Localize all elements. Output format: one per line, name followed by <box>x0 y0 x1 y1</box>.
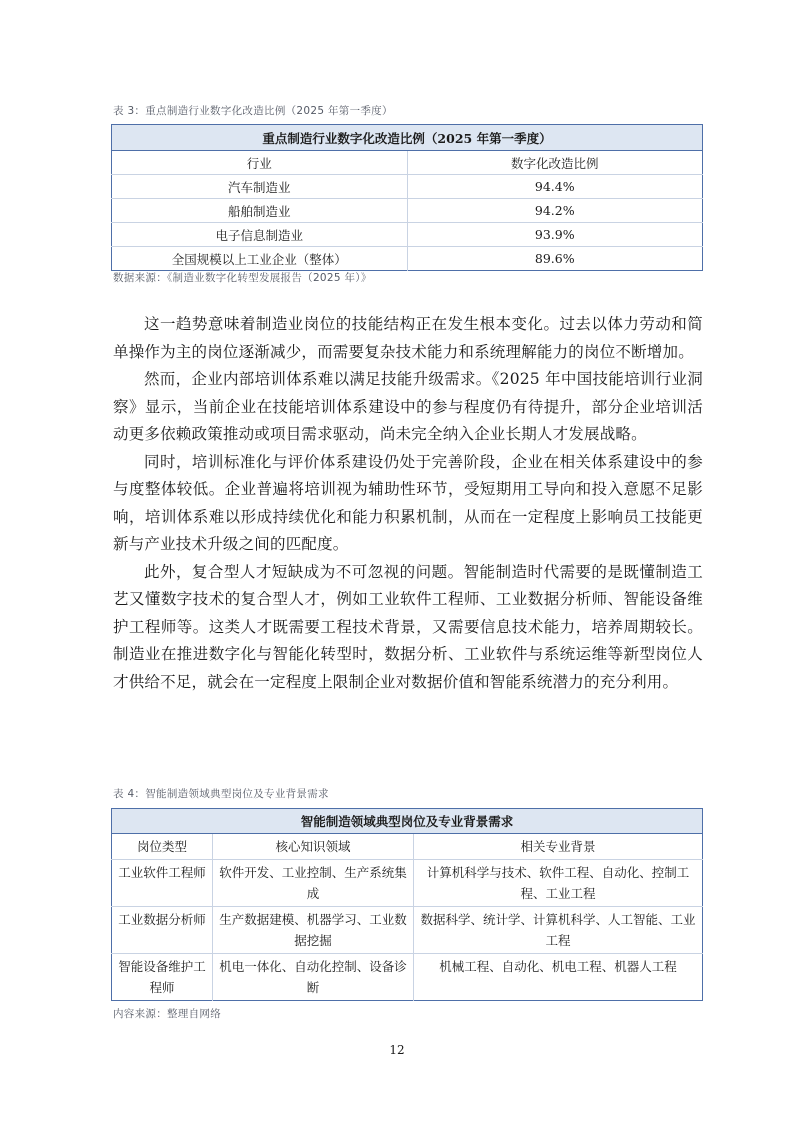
table4-header-row <box>112 834 703 860</box>
table3-cell-ratio: 94.2% <box>407 199 703 223</box>
table4-header-knowledge: 核心知识领域 <box>213 834 414 860</box>
table3-header-ratio: 数字化改造比例 <box>407 151 703 175</box>
table-row <box>112 860 703 907</box>
table4-source: 内容来源：整理自网络 <box>113 1008 221 1020</box>
table3 <box>111 124 703 271</box>
table3-cell-ratio: 93.9% <box>407 223 703 247</box>
table-row <box>112 223 703 247</box>
table4-title: 智能制造领域典型岗位及专业背景需求 <box>112 809 703 834</box>
table-row <box>112 247 703 271</box>
table3-cell-industry: 电子信息制造业 <box>112 223 408 247</box>
paragraph: 这一趋势意味着制造业岗位的技能结构正在发生根本变化。过去以体力劳动和简单操作为主的岗位逐渐减少，而需要复杂技术能力和系统理解能力的岗位不断增加。 <box>113 315 703 361</box>
table4-cell-position: 工业数据分析师 <box>112 907 213 954</box>
table3-header-row <box>112 151 703 175</box>
paragraph: 此外，复合型人才短缺成为不可忽视的问题。智能制造时代需要的是既懂制造工艺又懂数字技术的复合型人才，例如工业软件工程师、工业数据分析师、智能设备维护工程师等。这类人才既需要工程技术背景，又需要信息技术能力，培养周期较长。制造业在推进数字化与智能化转型时，数据分析、工业软件与系统运维等新型岗位人才供给不足，就会在一定程度上限制企业对数据价值和智能系统潜力的充分利用。 <box>113 562 703 691</box>
table3-cell-industry: 船舶制造业 <box>112 199 408 223</box>
table4-header-background: 相关专业背景 <box>414 834 703 860</box>
table-row <box>112 175 703 199</box>
table3-cell-ratio: 89.6% <box>534 251 575 266</box>
table4-cell-position: 工业软件工程师 <box>112 860 213 907</box>
table4-header-position: 岗位类型 <box>112 834 213 860</box>
paragraph: 同时，培训标准化与评价体系建设仍处于完善阶段，企业在相关体系建设中的参与度整体较低。企业普遍将培训视为辅助性环节，受短期用工导向和投入意愿不足影响，培训体系难以形成持续优化和能力积累机制，从而在一定程度上影响员工技能更新与产业技术升级之间的匹配度。 <box>113 452 703 553</box>
table3-title: 重点制造行业数字化改造比例（2025 年第一季度） <box>112 125 703 151</box>
table4-caption: 表 4：智能制造领域典型岗位及专业背景需求 <box>113 788 329 800</box>
table-row <box>112 954 703 1001</box>
page-number: 12 <box>389 1043 405 1057</box>
table-row <box>112 199 703 223</box>
table3-caption: 表 3：重点制造行业数字化改造比例（2025 年第一季度） <box>113 105 393 117</box>
table4-cell-knowledge: 软件开发、工业控制、生产系统集成 <box>213 860 414 907</box>
table3-header-industry: 行业 <box>112 151 408 175</box>
table4-cell-position: 智能设备维护工程师 <box>112 954 213 1001</box>
table4-cell-background: 机械工程、自动化、机电工程、机器人工程 <box>439 959 677 974</box>
table4-cell-background: 计算机科学与技术、软件工程、自动化、控制工程、工业工程 <box>414 860 703 907</box>
table4-cell-knowledge: 生产数据建模、机器学习、工业数据挖掘 <box>213 907 414 954</box>
table3-source: 数据来源：《制造业数字化转型发展报告（2025 年）》 <box>113 272 372 284</box>
table4-cell-knowledge: 机电一体化、自动化控制、设备诊断 <box>213 954 414 1001</box>
table3-cell-industry: 全国规模以上工业企业（整体） <box>112 247 408 271</box>
table3-cell-ratio: 94.4% <box>407 175 703 199</box>
table4-cell-background: 数据科学、统计学、计算机科学、人工智能、工业工程 <box>414 907 703 954</box>
paragraph: 然而，企业内部培训体系难以满足技能升级需求。《2025 年中国技能培训行业洞察》显示，当前企业在技能培训体系建设中的参与程度仍有待提升，部分企业培训活动更多依赖政策推动或项目需求驱动，尚未完全纳入企业长期人才发展战略。 <box>113 370 703 443</box>
table-row <box>112 907 703 954</box>
body-text <box>113 311 703 696</box>
table3-cell-industry: 汽车制造业 <box>112 175 408 199</box>
table4 <box>111 808 703 1001</box>
